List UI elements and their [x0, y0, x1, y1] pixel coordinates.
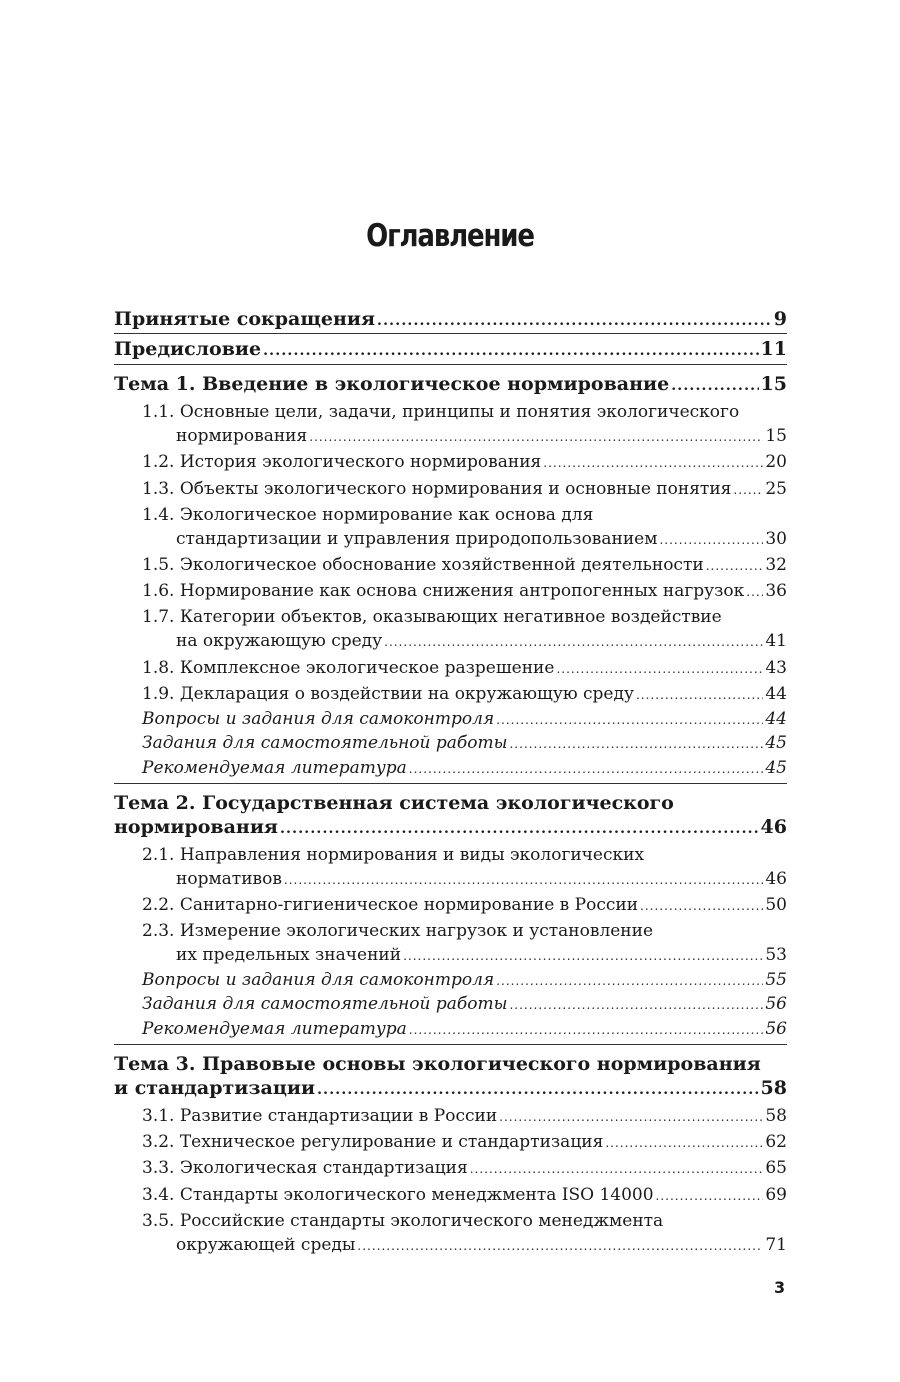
- toc-entry-title: 1.8. Комплексное экологическое разрешение: [142, 658, 555, 678]
- divider: [114, 364, 787, 365]
- toc-entry-title: на окружающую среду: [176, 631, 383, 651]
- toc-page-number: 69: [765, 1185, 787, 1205]
- toc-entry-2-1[interactable]: [142, 844, 787, 866]
- leader-dots: [409, 758, 764, 780]
- toc-entry-title: Принятые сокращения: [114, 308, 376, 330]
- leader-dots: [377, 310, 772, 332]
- toc-entry-title: 1.1. Основные цели, задачи, принципы и понятия экологического: [142, 402, 740, 422]
- toc-entry-1-1[interactable]: [142, 401, 787, 423]
- toc-entry-1-6[interactable]: [142, 580, 787, 603]
- toc-entry-title: 2.3. Измерение экологических нагрузок и установление: [142, 921, 654, 941]
- toc-entry-3-1[interactable]: [142, 1105, 787, 1128]
- toc-entry-1-1-cont[interactable]: [176, 425, 787, 448]
- toc-page-number: 9: [773, 308, 787, 330]
- toc-entry-topic-2-cont[interactable]: [114, 816, 787, 840]
- toc-entry-title: нормирования: [114, 816, 278, 838]
- toc-page-number: 55: [765, 970, 787, 990]
- toc-page-number: 43: [765, 658, 787, 678]
- divider: [114, 333, 787, 334]
- toc-entry-title: 2.1. Направления нормирования и виды экологических: [142, 845, 645, 865]
- toc-entry-preface[interactable]: [114, 338, 787, 362]
- toc-entry-1-2[interactable]: [142, 451, 787, 474]
- toc-entry-title: Рекомендуемая литература: [142, 758, 407, 778]
- toc-entry-2-literature[interactable]: [142, 1018, 787, 1041]
- toc-entry-1-7-cont[interactable]: [176, 630, 787, 653]
- toc-entry-1-4[interactable]: [142, 504, 787, 526]
- leader-dots: [640, 895, 763, 917]
- toc-page-number: 36: [765, 581, 787, 601]
- leader-dots: [605, 1132, 763, 1154]
- toc-page-number: 56: [765, 1019, 787, 1039]
- leader-dots: [357, 1235, 763, 1257]
- toc-entry-title: нормирования: [176, 426, 308, 446]
- toc-entry-title: 1.9. Декларация о воздействии на окружающую среду: [142, 684, 634, 704]
- toc-entry-3-4[interactable]: [142, 1184, 787, 1207]
- toc-entry-title: 1.3. Объекты экологического нормирования и основные понятия: [142, 479, 732, 499]
- toc-entry-1-3[interactable]: [142, 478, 787, 501]
- toc-entry-abbreviations[interactable]: [114, 308, 787, 332]
- toc-entry-title: 3.5. Российские стандарты экологического менеджмента: [142, 1211, 664, 1231]
- leader-dots: [636, 684, 763, 706]
- toc-page-number: 45: [765, 758, 787, 778]
- toc-page-number: 15: [760, 373, 787, 395]
- toc-entry-title: 1.6. Нормирование как основа снижения антропогенных нагрузок: [142, 581, 745, 601]
- toc-page-number: 45: [765, 733, 787, 753]
- toc-page-number: 32: [765, 555, 787, 575]
- page-number: 3: [774, 1278, 786, 1297]
- toc-entry-title: Тема 2. Государственная система экологического: [114, 792, 674, 814]
- toc-entry-1-8[interactable]: [142, 657, 787, 680]
- toc-entry-title: нормативов: [176, 869, 282, 889]
- leader-dots: [284, 869, 763, 891]
- toc-page-number: 15: [765, 426, 787, 446]
- toc-entry-3-3[interactable]: [142, 1157, 787, 1180]
- toc-entry-title: Вопросы и задания для самоконтроля: [142, 709, 495, 729]
- toc-entry-2-3-cont[interactable]: [176, 944, 787, 967]
- leader-dots: [733, 479, 763, 501]
- toc-entry-title: Рекомендуемая литература: [142, 1019, 407, 1039]
- toc-entry-title: 3.2. Техническое регулирование и стандартизация: [142, 1132, 604, 1152]
- toc-page-number: 62: [765, 1132, 787, 1152]
- toc-entry-title: Предисловие: [114, 338, 262, 360]
- toc-page-number: 71: [765, 1235, 787, 1255]
- toc-entry-title: 2.2. Санитарно-гигиеническое нормирование в России: [142, 895, 639, 915]
- leader-dots: [746, 581, 763, 603]
- toc-entry-title: и стандартизации: [114, 1077, 316, 1099]
- toc-page-number: 58: [760, 1077, 787, 1099]
- toc-entry-1-5[interactable]: [142, 554, 787, 577]
- toc-page-number: 46: [760, 816, 787, 838]
- toc-entry-3-2[interactable]: [142, 1131, 787, 1154]
- toc-page-number: 58: [765, 1106, 787, 1126]
- toc-entry-title: Тема 1. Введение в экологическое нормирование: [114, 373, 670, 395]
- toc-page-number: 46: [765, 869, 787, 889]
- leader-dots: [671, 375, 758, 397]
- toc-page-number: 50: [765, 895, 787, 915]
- toc-entry-2-questions[interactable]: [142, 969, 787, 992]
- toc-entry-title: Задания для самостоятельной работы: [142, 733, 508, 753]
- toc-page-number: 41: [765, 631, 787, 651]
- toc-entry-2-1-cont[interactable]: [176, 868, 787, 891]
- leader-dots: [280, 818, 759, 840]
- toc-entry-title: 1.4. Экологическое нормирование как основа для: [142, 505, 594, 525]
- toc-page-number: 20: [765, 452, 787, 472]
- leader-dots: [656, 1185, 764, 1207]
- toc-page-number: 53: [765, 945, 787, 965]
- toc-entry-title: Вопросы и задания для самоконтроля: [142, 970, 495, 990]
- leader-dots: [509, 994, 763, 1016]
- toc-entry-title: Тема 3. Правовые основы экологического нормирования: [114, 1053, 761, 1075]
- toc-page-number: 11: [760, 338, 787, 360]
- leader-dots: [384, 631, 763, 653]
- toc-page-number: 25: [765, 479, 787, 499]
- toc-entry-topic-3-cont[interactable]: [114, 1077, 787, 1101]
- toc-entry-2-3[interactable]: [142, 920, 787, 942]
- toc-entry-1-questions[interactable]: [142, 708, 787, 731]
- leader-dots: [499, 1106, 763, 1128]
- toc-entry-title: 1.5. Экологическое обоснование хозяйственной деятельности: [142, 555, 704, 575]
- toc-entry-topic-1[interactable]: [114, 373, 787, 397]
- leader-dots: [263, 340, 758, 362]
- divider: [114, 1044, 787, 1045]
- leader-dots: [470, 1158, 764, 1180]
- toc-entry-1-4-cont[interactable]: [176, 528, 787, 551]
- toc-entry-title: 3.1. Развитие стандартизации в России: [142, 1106, 498, 1126]
- leader-dots: [317, 1079, 758, 1101]
- toc-entry-1-tasks[interactable]: [142, 732, 787, 755]
- leader-dots: [496, 709, 763, 731]
- toc-entry-topic-3[interactable]: [114, 1053, 787, 1075]
- toc-entry-title: окружающей среды: [176, 1235, 356, 1255]
- toc-entry-3-5[interactable]: [142, 1210, 787, 1232]
- toc-page-number: 65: [765, 1158, 787, 1178]
- toc-entry-2-tasks[interactable]: [142, 993, 787, 1016]
- toc-entry-title: 1.7. Категории объектов, оказывающих негативное воздействие: [142, 607, 722, 627]
- toc-entry-1-9[interactable]: [142, 683, 787, 706]
- toc-entry-1-literature[interactable]: [142, 757, 787, 780]
- toc-entry-topic-2[interactable]: [114, 792, 787, 814]
- leader-dots: [659, 529, 763, 551]
- toc-entry-title: 1.2. История экологического нормирования: [142, 452, 542, 472]
- toc-entry-1-7[interactable]: [142, 606, 787, 628]
- toc-page-number: 56: [765, 994, 787, 1014]
- toc-entry-title: их предельных значений: [176, 945, 402, 965]
- toc-page-number: 44: [765, 709, 787, 729]
- leader-dots: [496, 970, 763, 992]
- toc-entry-title: стандартизации и управления природопользованием: [176, 529, 658, 549]
- leader-dots: [556, 658, 763, 680]
- toc-page-number: 30: [765, 529, 787, 549]
- toc-entry-3-5-cont[interactable]: [176, 1234, 787, 1257]
- leader-dots: [706, 555, 764, 577]
- toc-entry-title: 3.3. Экологическая стандартизация: [142, 1158, 468, 1178]
- leader-dots: [403, 945, 763, 967]
- divider: [114, 783, 787, 784]
- leader-dots: [543, 452, 763, 474]
- toc-entry-title: Задания для самостоятельной работы: [142, 994, 508, 1014]
- leader-dots: [309, 426, 763, 448]
- toc-entry-title: 3.4. Стандарты экологического менеджмента ISO 14000: [142, 1185, 654, 1205]
- toc-entry-2-2[interactable]: [142, 894, 787, 917]
- leader-dots: [409, 1019, 764, 1041]
- toc-page-number: 44: [765, 684, 787, 704]
- leader-dots: [509, 733, 763, 755]
- page-title: Оглавление: [366, 218, 534, 254]
